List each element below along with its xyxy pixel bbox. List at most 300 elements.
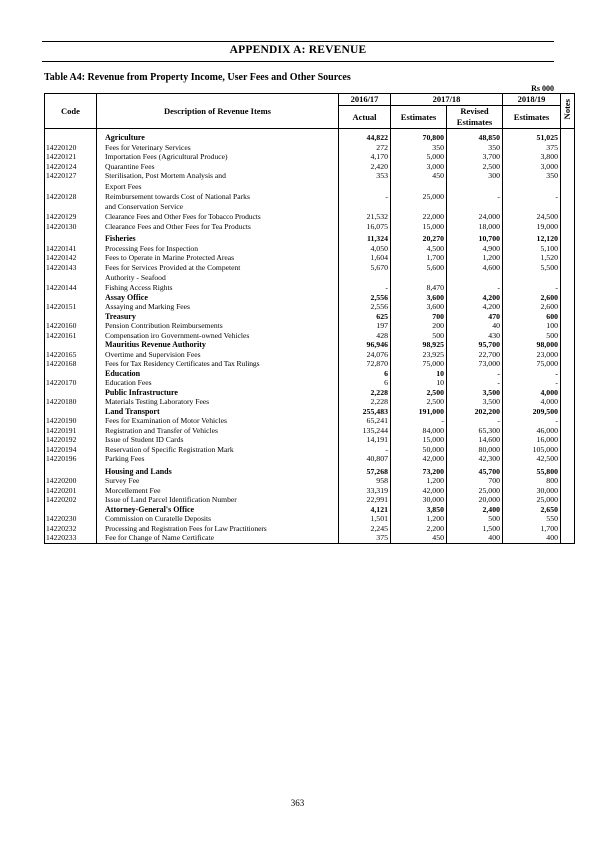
- notes-cell: [561, 312, 575, 322]
- revised-2017-18-value: 500: [447, 514, 503, 524]
- item-code: [45, 407, 97, 417]
- revised-2017-18-value: 350: [447, 143, 503, 153]
- table-row: [45, 533, 575, 543]
- estimates-2018-19-value: 23,000: [503, 350, 561, 360]
- estimates-2017-18-value: 3,000: [391, 162, 447, 172]
- continuation-row: [45, 181, 575, 192]
- table-row: [45, 435, 575, 445]
- revised-2017-18-value: -: [447, 416, 503, 426]
- revised-2017-18-value: 4,900: [447, 244, 503, 254]
- item-code: 14220130: [45, 222, 97, 232]
- item-description: Fees for Examination of Motor Vehicles: [97, 416, 339, 426]
- revised-2017-18-value: 48,850: [447, 129, 503, 143]
- table-row: [45, 416, 575, 426]
- revised-2017-18-value: 65,300: [447, 426, 503, 436]
- table-row: [45, 486, 575, 496]
- table-row: [45, 514, 575, 524]
- notes-cell: [561, 445, 575, 455]
- estimates-2018-19-value: 2,600: [503, 302, 561, 312]
- actual-2016-17-value: 255,483: [339, 407, 391, 417]
- actual-2016-17-value: 4,050: [339, 244, 391, 254]
- item-description: Parking Fees: [97, 454, 339, 464]
- estimates-2018-19-value: -: [503, 369, 561, 379]
- item-code: [45, 312, 97, 322]
- actual-2016-17-value: 11,324: [339, 231, 391, 244]
- revised-2017-18-value: 300: [447, 171, 503, 181]
- estimates-2017-18-value: 191,000: [391, 407, 447, 417]
- estimates-2017-18-value: 450: [391, 533, 447, 543]
- estimates-2018-19-value: [503, 181, 561, 192]
- estimates-2017-18-value: 70,800: [391, 129, 447, 143]
- table-row: [45, 350, 575, 360]
- item-description: Pension Contribution Reimbursements: [97, 321, 339, 331]
- estimates-2018-19-value: 800: [503, 476, 561, 486]
- header-code: Code: [45, 94, 97, 129]
- item-description: Fee for Change of Name Certificate: [97, 533, 339, 543]
- item-code: 14220194: [45, 445, 97, 455]
- item-code: [45, 293, 97, 303]
- estimates-2017-18-value: 2,200: [391, 524, 447, 534]
- notes-cell: [561, 495, 575, 505]
- estimates-2018-19-value: 98,000: [503, 340, 561, 350]
- item-description: Overtime and Supervision Fees: [97, 350, 339, 360]
- item-code: 14220161: [45, 331, 97, 341]
- actual-2016-17-value: 40,807: [339, 454, 391, 464]
- continuation-row: [45, 272, 575, 283]
- category-name: Housing and Lands: [97, 464, 339, 477]
- table-row: [45, 454, 575, 464]
- estimates-2017-18-value: -: [391, 416, 447, 426]
- estimates-2018-19-value: -: [503, 378, 561, 388]
- estimates-2017-18-value: 42,000: [391, 454, 447, 464]
- revised-2017-18-value: 42,300: [447, 454, 503, 464]
- actual-2016-17-value: 33,319: [339, 486, 391, 496]
- item-code: 14220201: [45, 486, 97, 496]
- notes-cell: [561, 340, 575, 350]
- estimates-2018-19-value: -: [503, 416, 561, 426]
- category-name: Public Infrastructure: [97, 388, 339, 398]
- item-description: Fees for Veterinary Services: [97, 143, 339, 153]
- header-estimates-2018: Estimates: [503, 106, 561, 129]
- actual-2016-17-value: [339, 272, 391, 283]
- item-code: 14220232: [45, 524, 97, 534]
- item-description: Fees for Services Provided at the Competent: [97, 263, 339, 273]
- item-description: Quarantine Fees: [97, 162, 339, 172]
- estimates-2018-19-value: 4,000: [503, 397, 561, 407]
- estimates-2018-19-value: 375: [503, 143, 561, 153]
- notes-cell: [561, 359, 575, 369]
- notes-cell: [561, 253, 575, 263]
- item-code: [45, 272, 97, 283]
- estimates-2018-19-value: [503, 272, 561, 283]
- item-code: 14220196: [45, 454, 97, 464]
- estimates-2017-18-value: 2,500: [391, 397, 447, 407]
- notes-cell: [561, 222, 575, 232]
- notes-cell: [561, 397, 575, 407]
- table-row: [45, 212, 575, 222]
- table-row: [45, 331, 575, 341]
- estimates-2017-18-value: 500: [391, 331, 447, 341]
- item-code: 14220192: [45, 435, 97, 445]
- actual-2016-17-value: 22,991: [339, 495, 391, 505]
- notes-cell: [561, 192, 575, 202]
- category-name: Fisheries: [97, 231, 339, 244]
- notes-label: Notes: [562, 99, 572, 120]
- item-description: and Conservation Service: [97, 201, 339, 212]
- actual-2016-17-value: 958: [339, 476, 391, 486]
- estimates-2018-19-value: 1,520: [503, 253, 561, 263]
- actual-2016-17-value: 72,870: [339, 359, 391, 369]
- item-code: 14220142: [45, 253, 97, 263]
- estimates-2017-18-value: 84,000: [391, 426, 447, 436]
- revised-2017-18-value: 95,700: [447, 340, 503, 350]
- actual-2016-17-value: 2,228: [339, 388, 391, 398]
- revised-2017-18-value: 40: [447, 321, 503, 331]
- actual-2016-17-value: 1,501: [339, 514, 391, 524]
- revised-2017-18-value: 4,200: [447, 293, 503, 303]
- estimates-2018-19-value: 500: [503, 331, 561, 341]
- actual-2016-17-value: -: [339, 192, 391, 202]
- notes-cell: [561, 212, 575, 222]
- estimates-2017-18-value: 50,000: [391, 445, 447, 455]
- notes-cell: [561, 171, 575, 181]
- item-description: Materials Testing Laboratory Fees: [97, 397, 339, 407]
- notes-cell: [561, 263, 575, 273]
- estimates-2018-19-value: 2,600: [503, 293, 561, 303]
- revised-2017-18-value: [447, 201, 503, 212]
- actual-2016-17-value: 2,420: [339, 162, 391, 172]
- estimates-2017-18-value: 1,200: [391, 476, 447, 486]
- revised-2017-18-value: 73,000: [447, 359, 503, 369]
- item-code: 14220200: [45, 476, 97, 486]
- notes-cell: [561, 476, 575, 486]
- category-row: [45, 231, 575, 244]
- estimates-2017-18-value: 200: [391, 321, 447, 331]
- estimates-2017-18-value: 3,600: [391, 293, 447, 303]
- notes-cell: [561, 464, 575, 477]
- estimates-2017-18-value: 15,000: [391, 435, 447, 445]
- item-code: 14220168: [45, 359, 97, 369]
- notes-cell: [561, 416, 575, 426]
- notes-cell: [561, 152, 575, 162]
- estimates-2018-19-value: 4,000: [503, 388, 561, 398]
- item-code: 14220129: [45, 212, 97, 222]
- notes-cell: [561, 426, 575, 436]
- estimates-2017-18-value: 23,925: [391, 350, 447, 360]
- actual-2016-17-value: 65,241: [339, 416, 391, 426]
- notes-cell: [561, 283, 575, 293]
- item-description: Export Fees: [97, 181, 339, 192]
- revised-2017-18-value: 400: [447, 533, 503, 543]
- item-code: 14220141: [45, 244, 97, 254]
- category-name: Agriculture: [97, 129, 339, 143]
- revised-2017-18-value: 430: [447, 331, 503, 341]
- notes-cell: [561, 350, 575, 360]
- estimates-2017-18-value: 1,700: [391, 253, 447, 263]
- item-code: [45, 388, 97, 398]
- estimates-2018-19-value: 55,800: [503, 464, 561, 477]
- item-description: Survey Fee: [97, 476, 339, 486]
- actual-2016-17-value: 4,170: [339, 152, 391, 162]
- item-description: Fees for Tax Residency Certificates and Tax Rulings: [97, 359, 339, 369]
- notes-cell: [561, 181, 575, 192]
- notes-cell: [561, 244, 575, 254]
- category-row: [45, 129, 575, 143]
- actual-2016-17-value: 6: [339, 369, 391, 379]
- header-estimates: Estimates: [391, 106, 447, 129]
- item-code: 14220120: [45, 143, 97, 153]
- estimates-2018-19-value: [503, 201, 561, 212]
- category-row: [45, 312, 575, 322]
- category-row: [45, 464, 575, 477]
- table-row: [45, 378, 575, 388]
- item-code: 14220151: [45, 302, 97, 312]
- revised-2017-18-value: 3,500: [447, 388, 503, 398]
- revised-2017-18-value: 22,700: [447, 350, 503, 360]
- item-description: Authority - Seafood: [97, 272, 339, 283]
- item-code: [45, 369, 97, 379]
- item-description: Morcellement Fee: [97, 486, 339, 496]
- estimates-2017-18-value: 8,470: [391, 283, 447, 293]
- item-code: [45, 201, 97, 212]
- actual-2016-17-value: 2,556: [339, 293, 391, 303]
- category-row: [45, 407, 575, 417]
- table-row: [45, 302, 575, 312]
- revised-2017-18-value: 2,500: [447, 162, 503, 172]
- actual-2016-17-value: 625: [339, 312, 391, 322]
- estimates-2017-18-value: 10: [391, 378, 447, 388]
- estimates-2017-18-value: 5,600: [391, 263, 447, 273]
- category-name: Mauritius Revenue Authority: [97, 340, 339, 350]
- table-row: [45, 359, 575, 369]
- revised-2017-18-value: 10,700: [447, 231, 503, 244]
- header-revised-line1: Revised: [460, 106, 489, 116]
- actual-2016-17-value: 2,228: [339, 397, 391, 407]
- notes-cell: [561, 407, 575, 417]
- estimates-2017-18-value: 3,600: [391, 302, 447, 312]
- header-year-2016-17: 2016/17: [339, 94, 391, 106]
- table-row: [45, 152, 575, 162]
- actual-2016-17-value: 375: [339, 533, 391, 543]
- notes-cell: [561, 435, 575, 445]
- estimates-2017-18-value: 98,925: [391, 340, 447, 350]
- appendix-title: APPENDIX A: REVENUE: [229, 44, 367, 56]
- item-code: 14220180: [45, 397, 97, 407]
- actual-2016-17-value: 1,604: [339, 253, 391, 263]
- table-row: [45, 244, 575, 254]
- estimates-2018-19-value: 46,000: [503, 426, 561, 436]
- notes-cell: [561, 331, 575, 341]
- item-code: 14220191: [45, 426, 97, 436]
- table-row: [45, 192, 575, 202]
- item-description: Sterilisation, Post Mortem Analysis and: [97, 171, 339, 181]
- category-name: Land Transport: [97, 407, 339, 417]
- item-description: Reimbursement towards Cost of National Parks: [97, 192, 339, 202]
- revised-2017-18-value: 4,200: [447, 302, 503, 312]
- table-row: [45, 283, 575, 293]
- estimates-2017-18-value: 20,270: [391, 231, 447, 244]
- continuation-row: [45, 201, 575, 212]
- actual-2016-17-value: 428: [339, 331, 391, 341]
- item-code: 14220202: [45, 495, 97, 505]
- estimates-2018-19-value: 600: [503, 312, 561, 322]
- item-code: 14220121: [45, 152, 97, 162]
- revised-2017-18-value: 1,200: [447, 253, 503, 263]
- category-row: [45, 293, 575, 303]
- table-row: [45, 162, 575, 172]
- estimates-2018-19-value: 51,025: [503, 129, 561, 143]
- estimates-2018-19-value: 105,000: [503, 445, 561, 455]
- estimates-2017-18-value: 30,000: [391, 495, 447, 505]
- estimates-2017-18-value: 5,000: [391, 152, 447, 162]
- estimates-2018-19-value: -: [503, 192, 561, 202]
- actual-2016-17-value: 2,245: [339, 524, 391, 534]
- item-description: Registration and Transfer of Vehicles: [97, 426, 339, 436]
- revised-2017-18-value: 25,000: [447, 486, 503, 496]
- item-code: [45, 464, 97, 477]
- actual-2016-17-value: -: [339, 283, 391, 293]
- item-code: 14220165: [45, 350, 97, 360]
- header-revised-line2: Estimates: [456, 117, 493, 127]
- estimates-2018-19-value: 209,500: [503, 407, 561, 417]
- revised-2017-18-value: 3,500: [447, 397, 503, 407]
- estimates-2017-18-value: [391, 201, 447, 212]
- table-row: [45, 222, 575, 232]
- table-row: [45, 445, 575, 455]
- notes-cell: [561, 201, 575, 212]
- item-description: Processing Fees for Inspection: [97, 244, 339, 254]
- actual-2016-17-value: [339, 181, 391, 192]
- estimates-2018-19-value: 5,100: [503, 244, 561, 254]
- notes-cell: [561, 162, 575, 172]
- estimates-2017-18-value: 15,000: [391, 222, 447, 232]
- notes-cell: [561, 388, 575, 398]
- table-title: Table A4: Revenue from Property Income, User Fees and Other Sources: [44, 72, 351, 83]
- notes-cell: [561, 231, 575, 244]
- table-row: [45, 263, 575, 273]
- actual-2016-17-value: 6: [339, 378, 391, 388]
- estimates-2018-19-value: 19,000: [503, 222, 561, 232]
- estimates-2017-18-value: 700: [391, 312, 447, 322]
- actual-2016-17-value: 24,076: [339, 350, 391, 360]
- notes-cell: [561, 272, 575, 283]
- category-name: Attorney-General's Office: [97, 505, 339, 515]
- table-row: [45, 171, 575, 181]
- revised-2017-18-value: -: [447, 283, 503, 293]
- estimates-2017-18-value: 75,000: [391, 359, 447, 369]
- revised-2017-18-value: 470: [447, 312, 503, 322]
- item-code: [45, 231, 97, 244]
- estimates-2018-19-value: 25,000: [503, 495, 561, 505]
- actual-2016-17-value: 272: [339, 143, 391, 153]
- estimates-2017-18-value: 450: [391, 171, 447, 181]
- item-code: 14220233: [45, 533, 97, 543]
- table-row: [45, 253, 575, 263]
- title-underline: [42, 61, 554, 62]
- notes-cell: [561, 293, 575, 303]
- revised-2017-18-value: 18,000: [447, 222, 503, 232]
- estimates-2018-19-value: 42,500: [503, 454, 561, 464]
- header-year-2018-19: 2018/19: [503, 94, 561, 106]
- item-code: [45, 129, 97, 143]
- revenue-table: [44, 93, 575, 544]
- revised-2017-18-value: 20,000: [447, 495, 503, 505]
- revised-2017-18-value: 1,500: [447, 524, 503, 534]
- actual-2016-17-value: 44,822: [339, 129, 391, 143]
- estimates-2017-18-value: 4,500: [391, 244, 447, 254]
- estimates-2017-18-value: 73,200: [391, 464, 447, 477]
- item-description: Reservation of Specific Registration Mark: [97, 445, 339, 455]
- item-description: Issue of Student ID Cards: [97, 435, 339, 445]
- revised-2017-18-value: 24,000: [447, 212, 503, 222]
- item-description: Compensation iro Government-owned Vehicles: [97, 331, 339, 341]
- header-notes: [561, 94, 575, 129]
- notes-cell: [561, 378, 575, 388]
- item-description: Clearance Fees and Other Fees for Tea Products: [97, 222, 339, 232]
- notes-cell: [561, 486, 575, 496]
- actual-2016-17-value: 14,191: [339, 435, 391, 445]
- actual-2016-17-value: 4,121: [339, 505, 391, 515]
- notes-cell: [561, 514, 575, 524]
- item-code: 14220144: [45, 283, 97, 293]
- revised-2017-18-value: [447, 181, 503, 192]
- revised-2017-18-value: -: [447, 369, 503, 379]
- item-description: Issue of Land Parcel Identification Number: [97, 495, 339, 505]
- item-code: 14220190: [45, 416, 97, 426]
- table-row: [45, 143, 575, 153]
- category-row: [45, 340, 575, 350]
- header-actual: Actual: [339, 106, 391, 129]
- estimates-2018-19-value: 30,000: [503, 486, 561, 496]
- revised-2017-18-value: 3,700: [447, 152, 503, 162]
- header-revised-estimates: [447, 106, 503, 129]
- table-row: [45, 495, 575, 505]
- estimates-2018-19-value: 100: [503, 321, 561, 331]
- item-description: Education Fees: [97, 378, 339, 388]
- estimates-2018-19-value: 350: [503, 171, 561, 181]
- notes-cell: [561, 321, 575, 331]
- actual-2016-17-value: 135,244: [339, 426, 391, 436]
- item-code: 14220230: [45, 514, 97, 524]
- item-description: Commission on Curatelle Deposits: [97, 514, 339, 524]
- revised-2017-18-value: -: [447, 192, 503, 202]
- revised-2017-18-value: 2,400: [447, 505, 503, 515]
- item-code: [45, 340, 97, 350]
- page-number: 363: [290, 798, 305, 808]
- item-description: Assaying and Marking Fees: [97, 302, 339, 312]
- estimates-2018-19-value: 3,800: [503, 152, 561, 162]
- revised-2017-18-value: [447, 272, 503, 283]
- header-description: Description of Revenue Items: [97, 94, 339, 129]
- actual-2016-17-value: 57,268: [339, 464, 391, 477]
- estimates-2018-19-value: 3,000: [503, 162, 561, 172]
- table-row: [45, 476, 575, 486]
- category-row: [45, 369, 575, 379]
- estimates-2017-18-value: 42,000: [391, 486, 447, 496]
- table-row: [45, 426, 575, 436]
- estimates-2018-19-value: 75,000: [503, 359, 561, 369]
- notes-cell: [561, 302, 575, 312]
- category-name: Treasury: [97, 312, 339, 322]
- estimates-2018-19-value: -: [503, 283, 561, 293]
- actual-2016-17-value: 96,946: [339, 340, 391, 350]
- top-rule: [42, 41, 554, 42]
- notes-cell: [561, 129, 575, 143]
- revised-2017-18-value: 80,000: [447, 445, 503, 455]
- estimates-2017-18-value: 10: [391, 369, 447, 379]
- actual-2016-17-value: [339, 201, 391, 212]
- item-description: Processing and Registration Fees for Law Practitioners: [97, 524, 339, 534]
